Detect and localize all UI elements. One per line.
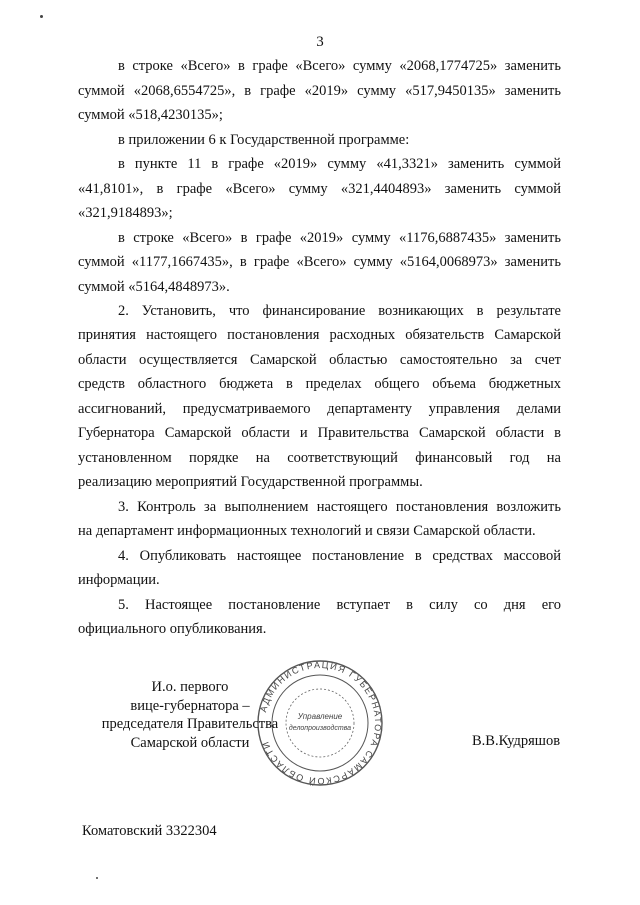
text-line: в строке «Всего» в графе «2019» сумму «1176,6887435» заменить: [118, 230, 561, 246]
text-line: реализацию мероприятий Государственной программы.: [78, 474, 423, 490]
signatory-position: [100, 678, 280, 752]
text-line: в приложении 6 к Государственной программе:: [118, 132, 410, 148]
seal-outer-text: АДМИНИСТРАЦИЯ ГУБЕРНАТОРА САМАРСКОЙ ОБЛАСТИ: [258, 659, 384, 787]
text-line: средств областного бюджета в пределах общего объема бюджетных: [78, 376, 561, 392]
text-line: 4. Опубликовать настоящее постановление в средствах массовой: [118, 548, 561, 564]
position-line: Самарской области: [130, 734, 250, 751]
text-line: суммой «518,4230135»;: [78, 107, 223, 123]
scan-speck: [40, 15, 43, 18]
text-line: информации.: [78, 572, 160, 588]
text-line: 2. Установить, что финансирование возникающих в результате: [118, 303, 561, 319]
text-line: суммой «5164,4848973».: [78, 279, 230, 295]
footer-executor: Коматовский 3322304: [82, 823, 217, 839]
text-line: на департамент информационных технологий и связи Самарской области.: [78, 523, 536, 539]
text-line: «321,9184893»;: [78, 205, 173, 221]
text-line: области осуществляется Самарской областью самостоятельно за счет: [78, 352, 561, 368]
seal-inner-line: делопроизводства: [288, 725, 352, 732]
position-line: И.о. первого: [151, 679, 229, 695]
position-line: вице-губернатора –: [130, 697, 250, 714]
text-line: в строке «Всего» в графе «Всего» сумму «2068,1774725» заменить: [118, 58, 561, 74]
scan-speck: [96, 877, 98, 879]
text-line: 3. Контроль за выполнением настоящего постановления возложить: [118, 499, 561, 515]
text-line: официального опубликования.: [78, 621, 267, 637]
text-line: Губернатора Самарской области и Правительства Самарской области в: [78, 425, 561, 441]
text-line: суммой «2068,6554725», в графе «2019» сумму «517,9450135» заменить: [78, 83, 561, 99]
text-line: ассигнований, предусматриваемого департаменту управления делами: [78, 401, 561, 417]
text-line: установленном порядке на соответствующий финансовый год на: [78, 450, 561, 466]
text-line: принятия настоящего постановления расходных обязательств Самарской: [78, 327, 561, 343]
text-line: в пункте 11 в графе «2019» сумму «41,3321» заменить суммой: [118, 156, 561, 172]
text-line: суммой «1177,1667435», в графе «Всего» сумму «5164,0068973» заменить: [78, 254, 561, 270]
position-line: председателя Правительства: [101, 716, 279, 732]
seal-inner-line: Управление: [297, 712, 343, 721]
text-line: «41,8101», в графе «Всего» сумму «321,4404893» заменить суммой: [78, 181, 561, 197]
signatory-name: В.В.Кудряшов: [472, 733, 561, 749]
page-number: 3: [316, 34, 324, 50]
text-line: 5. Настоящее постановление вступает в силу со дня его: [118, 597, 561, 613]
